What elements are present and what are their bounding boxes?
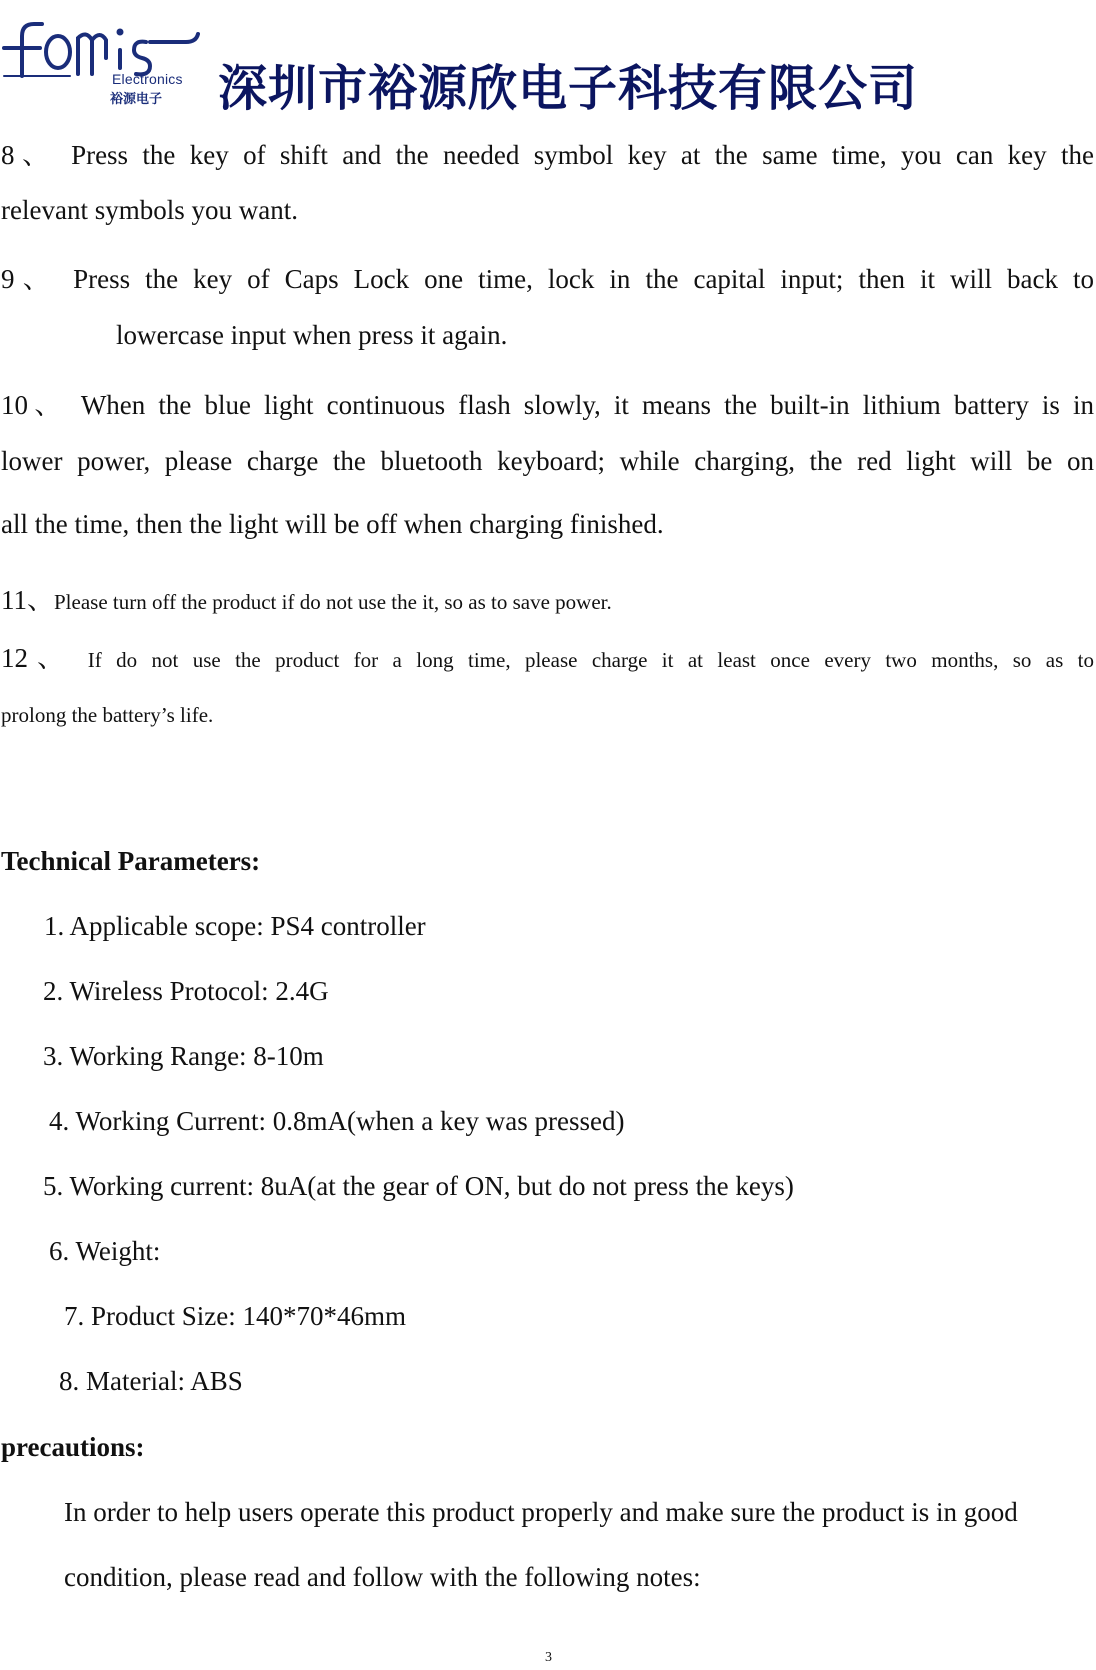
instruction-10-line-1 [1,383,1094,422]
instruction-number: 11、 [1,585,54,615]
page-number: 3 [545,1650,552,1665]
instruction-10-line-3: all the time, then the light will be off when charging finished. [1,509,664,539]
instruction-number: 9、 [1,264,59,294]
instruction-number: 12、 [1,643,74,673]
logo-subtitle: Electronics [112,71,183,87]
company-name: 深圳市裕源欣电子科技有限公司 [218,60,919,117]
instruction-text: If do not use the product for a long time, please charge it at least once every two months, so as to [87,648,1095,672]
precautions-line-1: In order to help users operate this product properly and make sure the product is in good [64,1497,1018,1527]
technical-parameters-heading: Technical Parameters: [1,846,261,876]
company-logo [0,6,210,106]
instruction-12-line-2: prolong the battery’s life. [1,703,214,727]
instruction-text: Please turn off the product if do not use the it, so as to save power. [54,590,612,614]
tech-param-2: 2. Wireless Protocol: 2.4G [43,976,329,1006]
instruction-text: Press the key of Caps Lock one time, lock in the capital input; then it will back to [73,264,1095,294]
tech-param-3: 3. Working Range: 8-10m [43,1041,324,1071]
instruction-12-line-1 [1,643,1094,675]
instruction-8-line-2: relevant symbols you want. [1,195,298,225]
logo-chinese-subtitle: 裕源电子 [110,92,163,107]
tech-param-5: 5. Working current: 8uA(at the gear of ON, but do not press the keys) [43,1171,794,1201]
instruction-number: 10、 [1,390,68,420]
instruction-text: When the blue light continuous flash slowly, it means the built-in lithium battery is in [80,390,1095,420]
precautions-heading: precautions: [1,1432,145,1462]
instruction-9-line-2: lowercase input when press it again. [116,320,508,350]
instruction-11 [1,578,612,617]
tech-param-4: 4. Working Current: 0.8mA(when a key was pressed) [49,1106,625,1136]
tech-param-7: 7. Product Size: 140*70*46mm [64,1301,406,1331]
tech-param-8: 8. Material: ABS [59,1366,243,1396]
precautions-line-2: condition, please read and follow with the following notes: [64,1562,701,1592]
instruction-8-line-1 [1,133,1094,172]
tech-param-1: 1. Applicable scope: PS4 controller [44,911,426,941]
instruction-9-line-1 [1,257,1094,296]
instruction-number: 8、 [1,140,57,170]
instruction-text: Press the key of shift and the needed symbol key at the same time, you can key the [71,140,1095,170]
instruction-10-line-2: lower power, please charge the bluetooth keyboard; while charging, the red light will be on [1,446,1094,476]
tech-param-6: 6. Weight: [49,1236,161,1266]
